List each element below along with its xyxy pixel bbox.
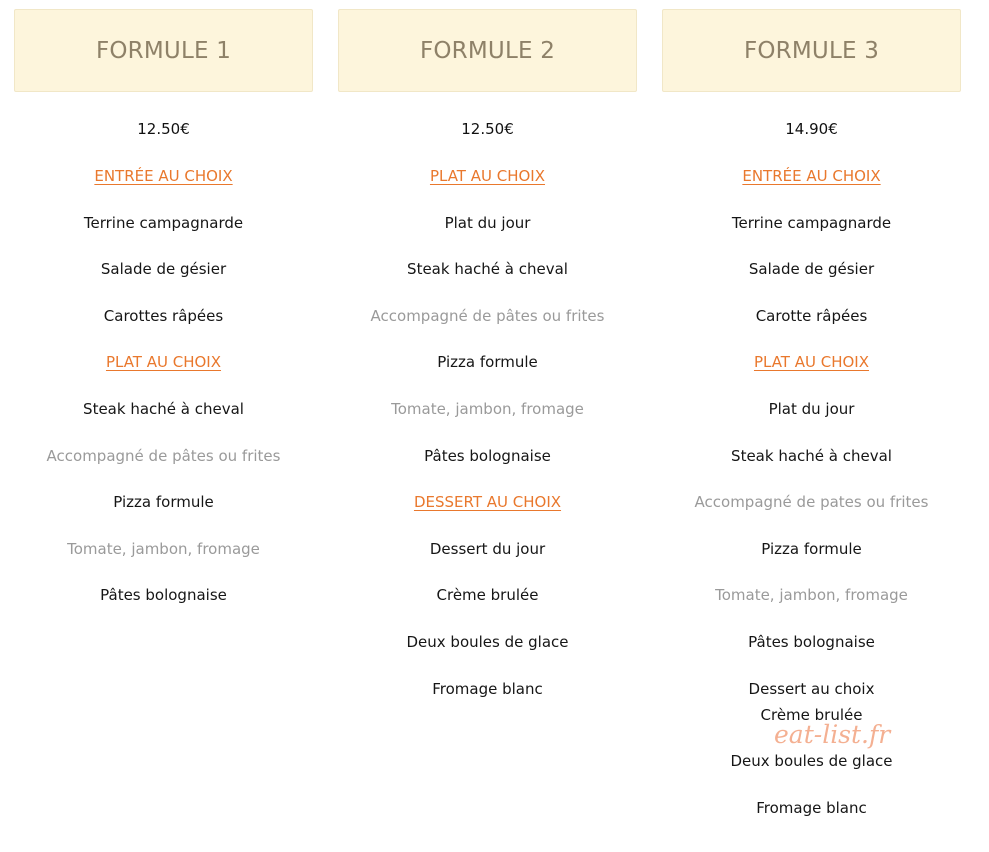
formule-1-header (14, 9, 313, 92)
menu-dish: Carotte râpées (755, 306, 868, 325)
menu-dish: Dessert au choix (748, 679, 875, 698)
formule-1-items (14, 165, 313, 631)
menu-dish: Pâtes bolognaise (100, 586, 227, 605)
menu-dish: Fromage blanc (432, 679, 543, 698)
menu-dish: Steak haché à cheval (731, 446, 892, 465)
watermark: eat-list.fr (774, 720, 891, 749)
menu-dish: Pizza formule (113, 493, 214, 512)
formule-1-title: FORMULE 1 (95, 37, 232, 64)
menu-dish: Pizza formule (761, 539, 862, 558)
formule-2-title: FORMULE 2 (419, 37, 556, 64)
menu-dish: Dessert du jour (429, 539, 546, 558)
menu-dish: Terrine campagnarde (731, 213, 892, 232)
menu-dish: Crème brulée (760, 705, 863, 724)
formule-1-column (14, 9, 313, 843)
menu-dish: Pâtes bolognaise (424, 446, 551, 465)
dish-description: Accompagné de pâtes ou frites (46, 446, 281, 465)
formule-2-price: 12.50€ (461, 120, 514, 138)
section-heading: PLAT AU CHOIX (753, 353, 870, 372)
menu-dish: Deux boules de glace (730, 752, 893, 771)
menu-dish: Salade de gésier (748, 260, 875, 279)
menu-dish: Salade de gésier (100, 260, 227, 279)
menu-dish: Crème brulée (436, 586, 539, 605)
section-heading: PLAT AU CHOIX (429, 167, 546, 185)
formule-2-header (338, 9, 637, 92)
menu-formules (14, 9, 962, 843)
dish-description: Tomate, jambon, fromage (391, 399, 584, 418)
formule-3-items (662, 165, 961, 843)
menu-dish: Steak haché à cheval (407, 260, 568, 279)
formule-2-items (338, 165, 637, 724)
menu-dish: Pâtes bolognaise (748, 632, 875, 651)
formule-3-column (662, 9, 961, 843)
formule-3-price: 14.90€ (785, 120, 838, 138)
menu-dish: Fromage blanc (756, 798, 867, 817)
dish-description: Tomate, jambon, fromage (67, 539, 260, 558)
dish-description: Accompagné de pates ou frites (694, 493, 929, 512)
dish-description: Tomate, jambon, fromage (715, 586, 908, 605)
menu-dish: Deux boules de glace (406, 632, 569, 651)
menu-dish: Carottes râpées (103, 306, 224, 325)
menu-dish: Steak haché à cheval (83, 399, 244, 418)
formule-3-title: FORMULE 3 (743, 37, 880, 64)
section-heading: ENTRÉE AU CHOIX (742, 167, 881, 185)
menu-dish: Plat du jour (444, 213, 531, 232)
dish-description: Accompagné de pâtes ou frites (370, 306, 605, 325)
section-heading: PLAT AU CHOIX (105, 353, 222, 372)
section-heading: DESSERT AU CHOIX (413, 493, 562, 512)
menu-dish: Plat du jour (768, 399, 855, 418)
formule-3-header (662, 9, 961, 92)
menu-dish: Terrine campagnarde (83, 213, 244, 232)
menu-dish: Pizza formule (437, 353, 538, 372)
formule-2-column (338, 9, 637, 843)
formule-1-price: 12.50€ (137, 120, 190, 138)
section-heading: ENTRÉE AU CHOIX (94, 167, 233, 185)
